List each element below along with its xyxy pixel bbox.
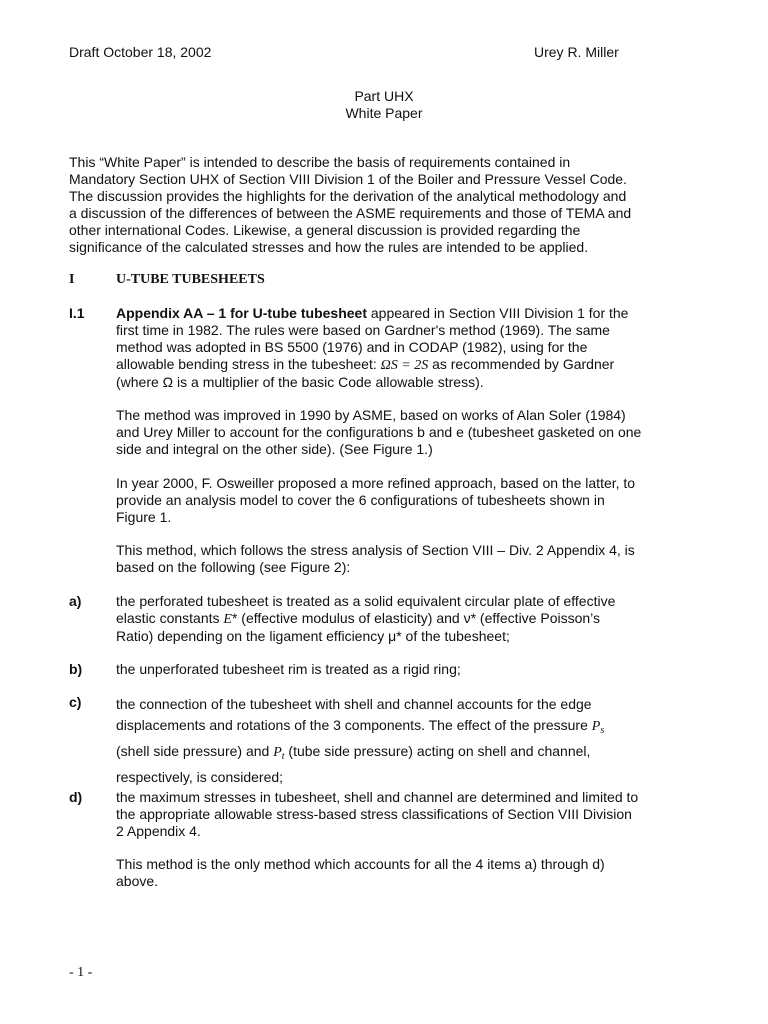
tube-pressure-symbol: $P_t$ [273, 745, 285, 762]
improvement-paragraph: The method was improved in 1990 by ASME, based on works of Alan Soler (1984) and Urey Miller to account for the configurations b and e (tubesheet gasketed on one side and integral on the other side). (See Figure 1.) [116, 407, 642, 457]
item-a-label: a) [69, 593, 82, 609]
item-d-label: d) [69, 789, 83, 805]
intro-line: significance of the calculated stresses and how the rules are intended to be applied. [69, 239, 589, 255]
page-title [0, 88, 768, 122]
header-draft-date: Draft October 18, 2002 [69, 44, 212, 60]
title-part: Part UHX [354, 88, 414, 104]
osweiller-paragraph: In year 2000, F. Osweiller proposed a more refined approach, based on the latter, to provide an analysis model to cover the 6 configurations of tubesheets shown in Figure 1. [116, 475, 636, 525]
title-subtitle: White Paper [345, 105, 423, 121]
item-a-text: the perforated tubesheet is treated as a solid equivalent circular plate of effective elastic constants E* (effective modulus of elasticity) and ν* (effective Poisson’s Ratio) depending on the ligament efficiency μ* of the tubesheet; [116, 593, 616, 644]
item-b-text: the unperforated tubesheet rim is treated as a rigid ring; [116, 661, 461, 677]
intro-line: The discussion provides the highlights for the derivation of the analytical methodology and [69, 188, 627, 204]
item-c-text: the connection of the tubesheet with shell and channel accounts for the edge displacements and rotations of the 3 components. The effect of the pressure $P_s$ (shell side pressure) and $P_t$ (tube side pressure) acting on shell and channel, respectively, is considered; [116, 696, 605, 785]
item-d-text: the maximum stresses in tubesheet, shell and channel are determined and limited to the appropriate allowable stress-based stress classifications of Section VIII Division 2 Appendix 4. [116, 789, 639, 839]
conclusion-paragraph: This method is the only method which accounts for all the 4 items a) through d) above. [116, 856, 605, 889]
item-b-label: b) [69, 661, 83, 677]
intro-line: other international Codes. Likewise, a general discussion is provided regarding the [69, 222, 581, 238]
omega-formula: ΩS = 2S [380, 358, 429, 373]
intro-paragraph [69, 154, 631, 256]
subsection-paragraph: Appendix AA – 1 for U-tube tubesheet appeared in Section VIII Division 1 for the first time in 1982. The rules were based on Gardner's method (1969). The same method was adopted in BS 5500 (1976) and in CODAP (1982), using for the allowable bending stress in the tubesheet: ΩS = 2S as recommended by Gardner (where Ω is a multiplier of the basic Code allowable stress). [116, 305, 629, 390]
intro-line: a discussion of the differences of between the ASME requirements and those of TEMA and [69, 205, 632, 221]
subsection-number: I.1 [69, 305, 85, 321]
item-c-label: c) [69, 694, 82, 710]
subsection-lead: Appendix AA – 1 for U-tube tubesheet [116, 305, 367, 321]
section-heading: U-TUBE TUBESHEETS [116, 272, 265, 287]
header-author: Urey R. Miller [534, 44, 619, 60]
intro-line: This “White Paper” is intended to describe the basis of requirements contained in [69, 154, 571, 170]
section-number: I [69, 272, 75, 287]
effective-modulus-symbol: E [223, 612, 232, 627]
intro-line: Mandatory Section UHX of Section VIII Division 1 of the Boiler and Pressure Vessel Code. [69, 171, 627, 187]
shell-pressure-symbol: $P_s$ [591, 719, 605, 736]
page-number: - 1 - [69, 965, 93, 980]
method-paragraph: This method, which follows the stress analysis of Section VIII – Div. 2 Appendix 4, is based on the following (see Figure 2): [116, 542, 635, 575]
